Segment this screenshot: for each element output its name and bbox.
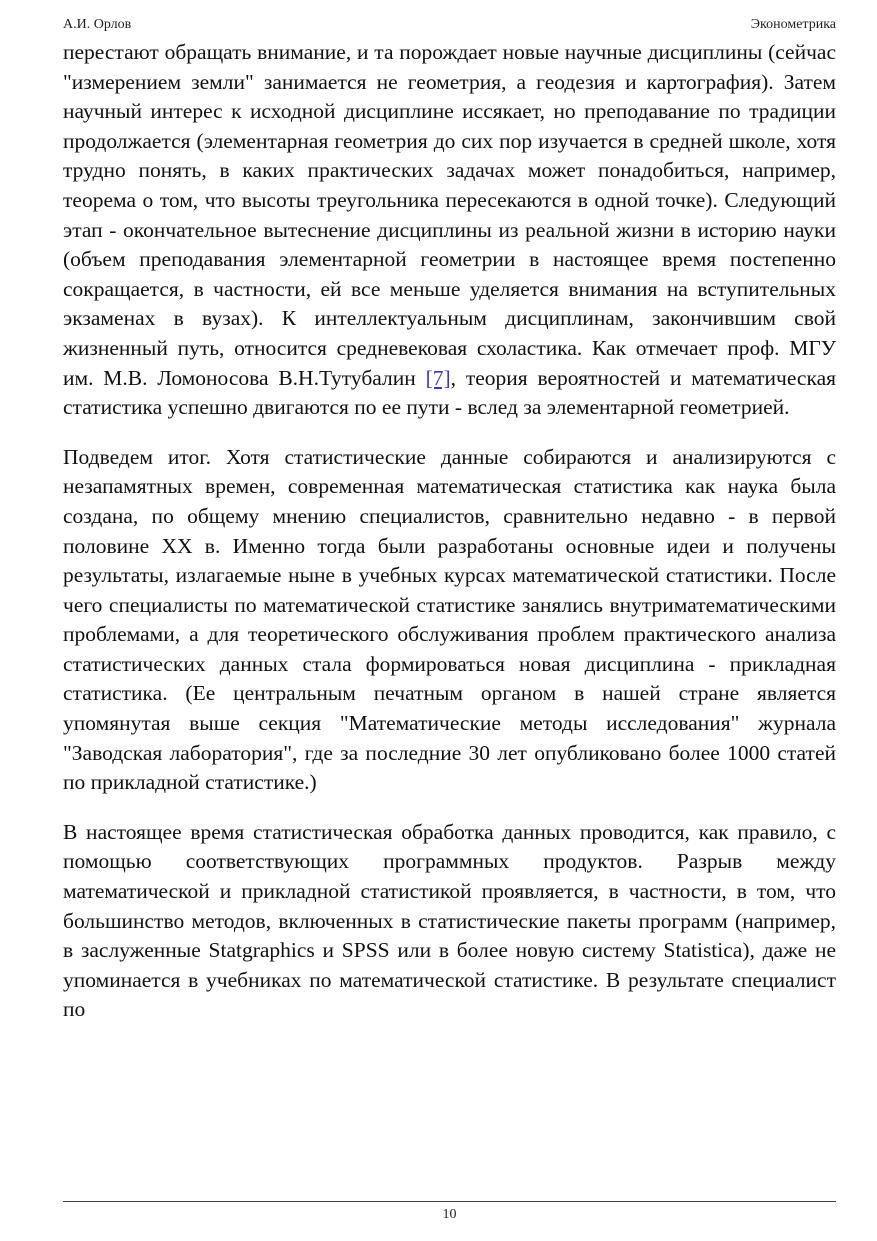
header-author: А.И. Орлов (63, 17, 132, 32)
paragraph-1-text: перестают обращать внимание, и та порождает новые научные дисциплины (сейчас "измерением земли" занимается не геометрия, а геодезия и картография). Затем научный интерес к исходной дисциплине иссякает, но преподавание по традиции продолжается (элементарная геометрия до сих пор изучается в средней школе, хотя трудно понять, в каких практических задачах может понадобиться, например, теорема о том, что высоты треугольника пересекаются в одной точке). Следующий этап - окончательное вытеснение дисциплины из реальной жизни в историю науки (объем преподавания элементарной геометрии в настоящее время постепенно сокращается, в частности, ей все меньше уделяется внимания на вступительных экзаменах в вузах). К интеллектуальным дисциплинам, закончившим свой жизненный путь, относится средневековая схоластика. Как отмечает проф. МГУ им. М.В. Ломоносова В.Н.Тутубалин (63, 40, 836, 390)
footer-divider (63, 1201, 836, 1202)
document-page (63, 0, 836, 1241)
reference-link-7[interactable]: [7] (425, 365, 451, 390)
header-title: Эконометрика (750, 17, 836, 32)
paragraph-2: Подведем итог. Хотя статистические данные собираются и анализируются с незапамятных времен, современная математическая статистика как наука была создана, по общему мнению специалистов, сравнительно недавно - в первой половине ХХ в. Именно тогда были разработаны основные идеи и получены результаты, излагаемые ныне в учебных курсах математической статистики. После чего специалисты по математической статистике занялись внутриматематическими проблемами, а для теоретического обслуживания проблем практического анализа статистических данных стала формироваться новая дисциплина - прикладная статистика. (Ее центральным печатным органом в нашей стране является упомянутая выше секция "Математические методы исследования" журнала "Заводская лаборатория", где за последние 30 лет опубликовано более 1000 статей по прикладной статистике.) (63, 444, 836, 795)
page-number: 10 (442, 1207, 457, 1222)
page-header (63, 16, 836, 34)
paragraph-3: В настоящее время статистическая обработка данных проводится, как правило, с помощью соответствующих программных продуктов. Разрыв между математической и прикладной статистикой проявляется, в частности, в том, что большинство методов, включенных в статистические пакеты программ (например, в заслуженные Statgraphics и SPSS или в более новую систему Statistica), даже не упоминается в учебниках по математической статистике. В результате специалист по (63, 819, 836, 1022)
page-content (63, 38, 836, 1045)
paragraph-1-text-tail: , теория вероятностей и математическая статистика успешно двигаются по ее пути - вслед за элементарной геометрией. (63, 365, 836, 420)
paragraph-1 (63, 38, 836, 423)
